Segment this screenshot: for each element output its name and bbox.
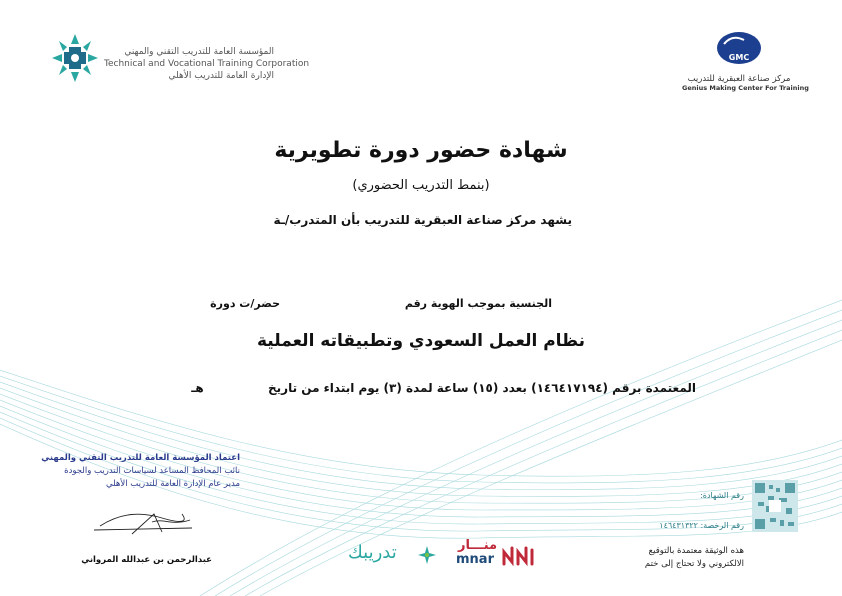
hijri-suffix: هـ <box>191 381 204 395</box>
mnar-logo-ar: منـــار <box>458 538 498 553</box>
witness-line: يشهد مركز صناعة العبقرية للتدريب بأن المتدرب/ـة <box>273 213 572 227</box>
e-signature-note <box>645 545 744 571</box>
approval-line-2: نائب المحافظ المساعد لسياسات التدريب والجودة <box>64 466 240 476</box>
gmc-badge-text: GMC <box>728 53 750 62</box>
qr-code-icon <box>752 480 798 532</box>
certificate-number-label: رقم الشهادة: <box>700 491 744 500</box>
attended-line: حضر/ت دورة <box>210 297 280 310</box>
accreditation-line <box>191 381 696 395</box>
tvtc-name-en: Technical and Vocational Training Corporation <box>104 59 310 69</box>
signature-icon <box>92 508 196 538</box>
e-signature-line-1: هذه الوثيقة معتمدة بالتوقيع <box>648 546 744 556</box>
mnar-mark-icon <box>500 544 540 568</box>
approval-line-1: اعتماد المؤسسة العامة للتدريب التقني والمهني <box>41 453 240 463</box>
mnar-logo-en: mnar <box>456 552 494 567</box>
tadreebk-logo-text: تدريبك <box>348 542 397 563</box>
nationality-line: الجنسية بموجب الهوية رقم <box>404 297 552 310</box>
signer-name: عبدالرحمن بن عبدالله المرواني <box>81 555 212 565</box>
course-name: نظام العمل السعودي وتطبيقاته العملية <box>257 331 585 351</box>
gmc-emblem-icon <box>682 30 796 70</box>
gmc-name-ar: مركز صناعة العبقرية للتدريب <box>687 74 791 84</box>
certificate-subtitle: (بنمط التدريب الحضوري) <box>352 178 490 193</box>
tvtc-name <box>104 46 310 82</box>
tadreebk-star-icon <box>418 546 436 564</box>
e-signature-line-2: الالكتروني ولا تحتاج إلى ختم <box>644 559 744 569</box>
tvtc-dept: الإدارة العامة للتدريب الأهلي <box>168 71 274 81</box>
gmc-name-en: Genius Making Center For Training <box>682 84 809 92</box>
tvtc-name-ar: المؤسسة العامة للتدريب التقني والمهني <box>124 47 274 57</box>
certificate-title: شهادة حضور دورة تطويرية <box>274 138 568 163</box>
license-number-label: رقم الرخصة: ١٤٦٤٣١٣٢٢ <box>659 521 744 530</box>
approval-block <box>41 452 240 491</box>
accreditation-text: المعتمدة برقم (١٤٦٤١٧١٩٤) بعدد (١٥) ساعة لمدة (٣) يوم ابتداء من تاريخ <box>268 381 696 395</box>
approval-line-3: مدير عام الإدارة العامة للتدريب الأهلي <box>105 479 240 489</box>
gmc-logo <box>682 30 809 92</box>
tvtc-logo-icon <box>50 32 100 84</box>
